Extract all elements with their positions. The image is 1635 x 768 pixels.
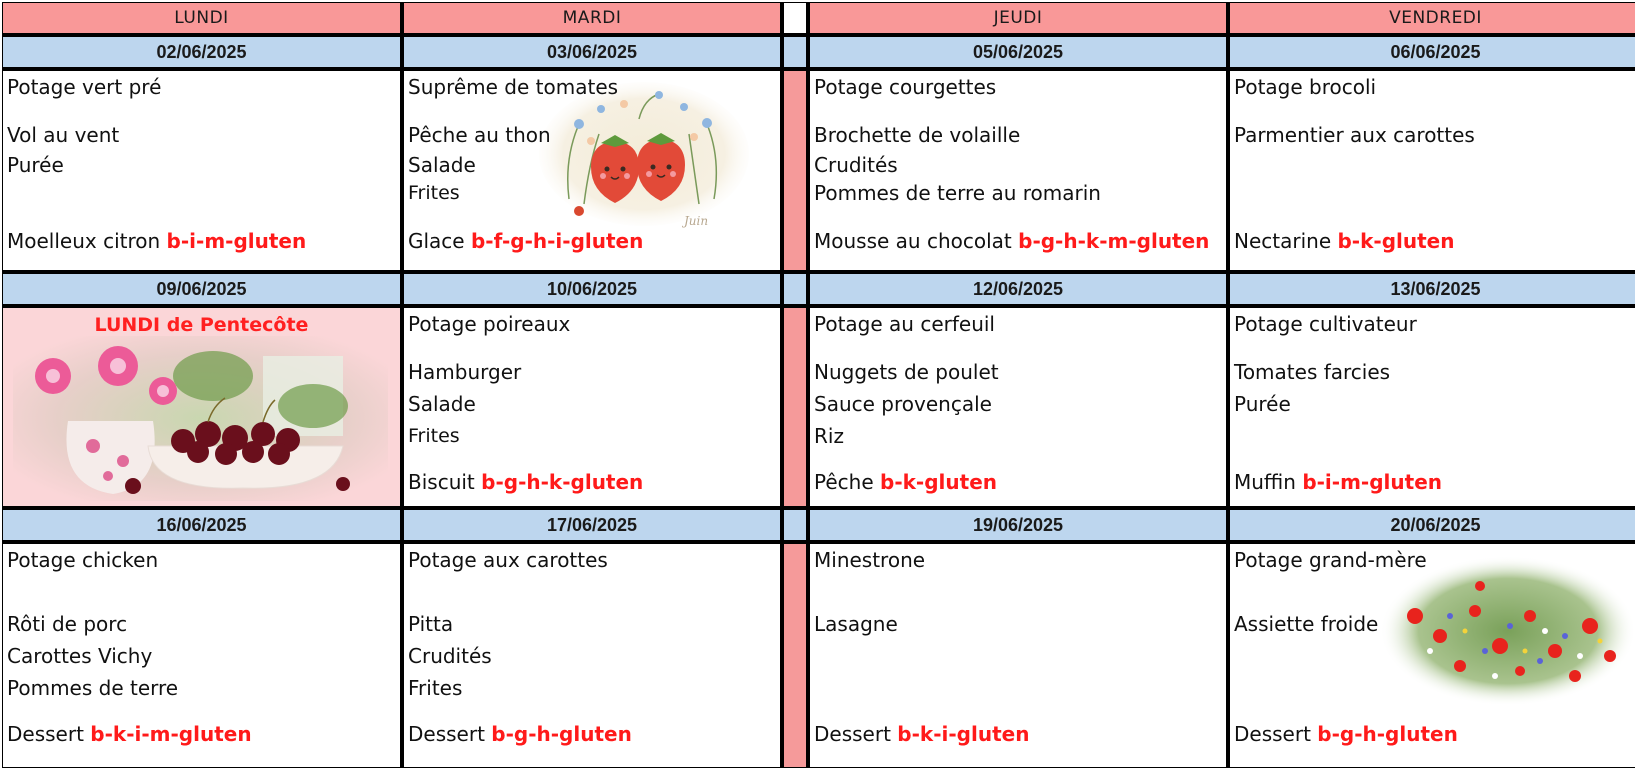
menu-soup: Potage brocoli xyxy=(1234,75,1377,99)
menu-main: Tomates farcies xyxy=(1234,360,1391,384)
menu-soup: Potage courgettes xyxy=(814,75,997,99)
menu-dessert-line xyxy=(1234,229,1454,253)
allergen-codes: b-i-m-gluten xyxy=(1302,470,1442,494)
menu-dessert-line xyxy=(408,722,632,746)
menu-cell-jeudi-week1 xyxy=(810,71,1226,270)
menu-soup: Potage chicken xyxy=(7,548,159,572)
allergen-codes: b-g-h-gluten xyxy=(1317,722,1458,746)
menu-cell-lundi-week2 xyxy=(3,308,400,506)
menu-cell-vendredi-week3 xyxy=(1230,544,1635,767)
menu-side: Pommes de terre au romarin xyxy=(814,181,1101,205)
date-header: 06/06/2025 xyxy=(1230,37,1635,67)
menu-dessert-line xyxy=(7,229,306,253)
menu-side: Purée xyxy=(1234,392,1291,416)
menu-cell-lundi-week1 xyxy=(3,71,400,270)
menu-cell-mardi-week2 xyxy=(404,308,780,506)
menu-dessert: Biscuit xyxy=(408,470,475,494)
menu-dessert-line xyxy=(1234,470,1442,494)
date-header: 19/06/2025 xyxy=(810,510,1226,540)
gap-column-date xyxy=(784,274,806,304)
allergen-codes: b-f-g-h-i-gluten xyxy=(470,229,644,253)
menu-dessert: Dessert xyxy=(408,722,485,746)
allergen-codes: b-k-gluten xyxy=(1337,229,1455,253)
menu-dessert: Pêche xyxy=(814,470,874,494)
menu-soup: Potage poireaux xyxy=(408,312,571,336)
menu-dessert: Dessert xyxy=(1234,722,1311,746)
menu-cell-mardi-week1 xyxy=(404,71,780,270)
menu-side: Purée xyxy=(7,153,64,177)
image-signature: Juin xyxy=(684,214,709,228)
menu-soup: Suprême de tomates xyxy=(408,75,619,99)
menu-cell-jeudi-week3 xyxy=(810,544,1226,767)
menu-cell-lundi-week3 xyxy=(3,544,400,767)
menu-soup: Potage cultivateur xyxy=(1234,312,1417,336)
menu-table xyxy=(2,2,1635,768)
menu-dessert: Nectarine xyxy=(1234,229,1332,253)
date-header: 03/06/2025 xyxy=(404,37,780,67)
strawberries-illustration xyxy=(539,79,749,229)
menu-dessert: Mousse au chocolat xyxy=(814,229,1012,253)
menu-dessert-line xyxy=(408,229,643,253)
menu-main: Pitta xyxy=(408,612,454,636)
menu-main: Vol au vent xyxy=(7,123,120,147)
menu-dessert: Dessert xyxy=(7,722,84,746)
date-header: 05/06/2025 xyxy=(810,37,1226,67)
menu-side: Salade xyxy=(408,392,476,416)
allergen-codes: b-g-h-k-m-gluten xyxy=(1018,229,1210,253)
date-header: 09/06/2025 xyxy=(3,274,400,304)
menu-soup: Potage vert pré xyxy=(7,75,162,99)
menu-main: Rôti de porc xyxy=(7,612,128,636)
menu-dessert: Glace xyxy=(408,229,465,253)
gap-column-date xyxy=(784,510,806,540)
allergen-codes: b-g-h-k-gluten xyxy=(481,470,644,494)
menu-dessert-line xyxy=(814,229,1209,253)
menu-dessert-line xyxy=(814,470,997,494)
day-header-lundi: LUNDI xyxy=(3,3,400,33)
date-header: 02/06/2025 xyxy=(3,37,400,67)
menu-side: Crudités xyxy=(408,644,492,668)
menu-cell-vendredi-week2 xyxy=(1230,308,1635,506)
date-header: 20/06/2025 xyxy=(1230,510,1635,540)
date-header: 17/06/2025 xyxy=(404,510,780,540)
menu-main: Parmentier aux carottes xyxy=(1234,123,1475,147)
menu-soup: Potage au cerfeuil xyxy=(814,312,995,336)
menu-main: Lasagne xyxy=(814,612,898,636)
menu-side: Frites xyxy=(408,676,463,700)
menu-dessert-line xyxy=(7,722,252,746)
menu-main: Pêche au thon xyxy=(408,123,551,147)
menu-dessert: Muffin xyxy=(1234,470,1296,494)
menu-dessert: Dessert xyxy=(814,722,891,746)
menu-main: Hamburger xyxy=(408,360,522,384)
day-header-vendredi: VENDREDI xyxy=(1230,3,1635,33)
menu-soup: Minestrone xyxy=(814,548,926,572)
menu-side: Crudités xyxy=(814,153,898,177)
menu-dessert-line xyxy=(408,470,643,494)
menu-cell-jeudi-week2 xyxy=(810,308,1226,506)
allergen-codes: b-i-m-gluten xyxy=(166,229,307,253)
gap-column-body xyxy=(784,308,806,506)
menu-main: Assiette froide xyxy=(1234,612,1379,636)
menu-side: Frites xyxy=(408,425,460,447)
menu-side: Riz xyxy=(814,424,844,448)
menu-soup: Potage grand-mère xyxy=(1234,548,1427,572)
date-header: 12/06/2025 xyxy=(810,274,1226,304)
menu-cell-vendredi-week1 xyxy=(1230,71,1635,270)
menu-main: Nuggets de poulet xyxy=(814,360,999,384)
menu-dessert: Moelleux citron xyxy=(7,229,161,253)
day-header-mardi: MARDI xyxy=(404,3,780,33)
allergen-codes: b-k-gluten xyxy=(880,470,997,494)
holiday-title: LUNDI de Pentecôte xyxy=(94,314,309,336)
allergen-codes: b-k-i-m-gluten xyxy=(90,722,252,746)
date-header: 13/06/2025 xyxy=(1230,274,1635,304)
menu-side: Carottes Vichy xyxy=(7,644,153,668)
menu-dessert-line xyxy=(1234,722,1458,746)
gap-column-body xyxy=(784,544,806,767)
allergen-codes: b-g-h-gluten xyxy=(491,722,632,746)
gap-column-date xyxy=(784,37,806,67)
cherry-bowl-flowers-photo xyxy=(13,336,388,501)
gap-column-header xyxy=(784,3,806,33)
date-header: 16/06/2025 xyxy=(3,510,400,540)
day-header-jeudi: JEUDI xyxy=(810,3,1226,33)
wildflower-meadow-photo xyxy=(1380,556,1635,706)
allergen-codes: b-k-i-gluten xyxy=(897,722,1030,746)
date-header: 10/06/2025 xyxy=(404,274,780,304)
menu-main: Brochette de volaille xyxy=(814,123,1021,147)
menu-side: Pommes de terre xyxy=(7,676,179,700)
menu-soup: Potage aux carottes xyxy=(408,548,608,572)
gap-column-body xyxy=(784,71,806,270)
menu-side: Frites xyxy=(408,182,460,204)
menu-side: Sauce provençale xyxy=(814,392,992,416)
menu-cell-mardi-week3 xyxy=(404,544,780,767)
menu-side: Salade xyxy=(408,153,476,177)
menu-dessert-line xyxy=(814,722,1029,746)
